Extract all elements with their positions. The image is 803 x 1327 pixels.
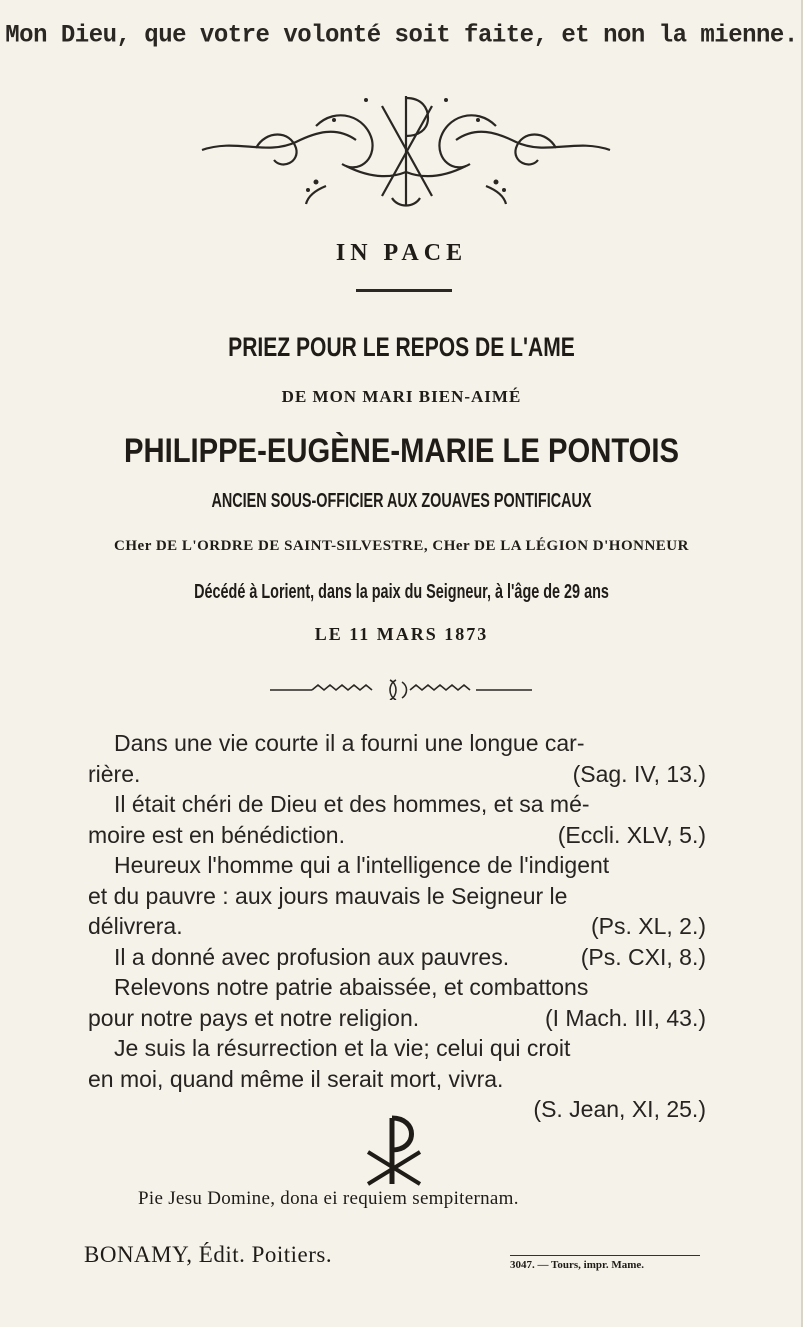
scripture-verses [88,728,706,1125]
verse-reference: (S. Jean, XI, 25.) [533,1096,706,1122]
verse-reference: (Eccli. XLV, 5.) [557,821,706,848]
verse-line [88,1003,706,1034]
publisher-credit: BONAMY, Édit. Poitiers. [84,1242,333,1267]
verse-reference: (Ps. XL, 2.) [590,913,706,939]
verse-reference: (Sag. IV, 13.) [572,760,706,787]
imprint-rule [510,1255,700,1256]
verse-text: Il était chéri de Dieu et des hommes, et sa mé- [114,791,590,817]
deceased-name: PHILIPPE-EUGÈNE-MARIE LE PONTOIS [123,432,680,470]
motto: Mon Dieu, que votre volonté soit faite, et non la mienne. [5,21,798,50]
divider-rule [356,289,452,292]
verse-text: Il a donné avec profusion aux pauvres. [114,943,510,970]
verse-line [88,789,706,820]
closing-prayer: Pie Jesu Domine, dona ei requiem sempiternam. [138,1188,519,1209]
verse-text: et du pauvre : aux jours mauvais le Seigneur le [88,882,568,909]
verse-line [88,942,706,973]
verse-text: en moi, quand même il serait mort, vivra. [88,1065,504,1092]
verse-reference: (I Mach. III, 43.) [544,1004,706,1031]
verse-text: Je suis la résurrection et la vie; celui qui croit [114,1035,571,1061]
verse-line [88,972,706,1003]
verse-line [88,881,706,912]
chi-rho-icon [362,1112,426,1186]
military-rank: ANCIEN SOUS-OFFICIER AUX ZOUAVES PONTIFICAUX [211,490,592,512]
death-statement: Décédé à Lorient, dans la paix du Seigneur, à l'âge de 29 ans [194,581,609,603]
verse-line [88,1064,706,1095]
relation-line: DE MON MARI BIEN-AIMÉ [281,387,522,406]
verse-line [88,850,706,881]
verse-text: Heureux l'homme qui a l'intelligence de l'indigent [114,852,610,878]
verse-text: rière. [88,760,141,787]
flourish-divider-icon [270,676,532,700]
verse-line [88,759,706,790]
verse-line [88,1033,706,1064]
verse-line [88,911,706,942]
in-pace-heading: IN PACE [335,240,468,266]
verse-line [88,728,706,759]
verse-text: pour notre pays et notre religion. [88,1004,420,1031]
verse-reference: (Ps. CXI, 8.) [580,943,706,970]
verse-text: Relevons notre patrie abaissée, et combattons [114,974,589,1000]
honors-line: CHer DE L'ORDRE DE SAINT-SILVESTRE, CHer DE LA LÉGION D'HONNEUR [114,538,689,554]
verse-text: Dans une vie courte il a fourni une longue car- [114,730,585,756]
verse-text: délivrera. [88,913,183,939]
verse-line [88,820,706,851]
verse-text: moire est en bénédiction. [88,821,345,848]
prayer-request: PRIEZ POUR LE REPOS DE L'AME [228,332,575,362]
fleuron-ornament-icon [196,86,616,214]
death-date: LE 11 MARS 1873 [314,624,489,644]
printer-imprint: 3047. — Tours, impr. Mame. [510,1259,645,1271]
